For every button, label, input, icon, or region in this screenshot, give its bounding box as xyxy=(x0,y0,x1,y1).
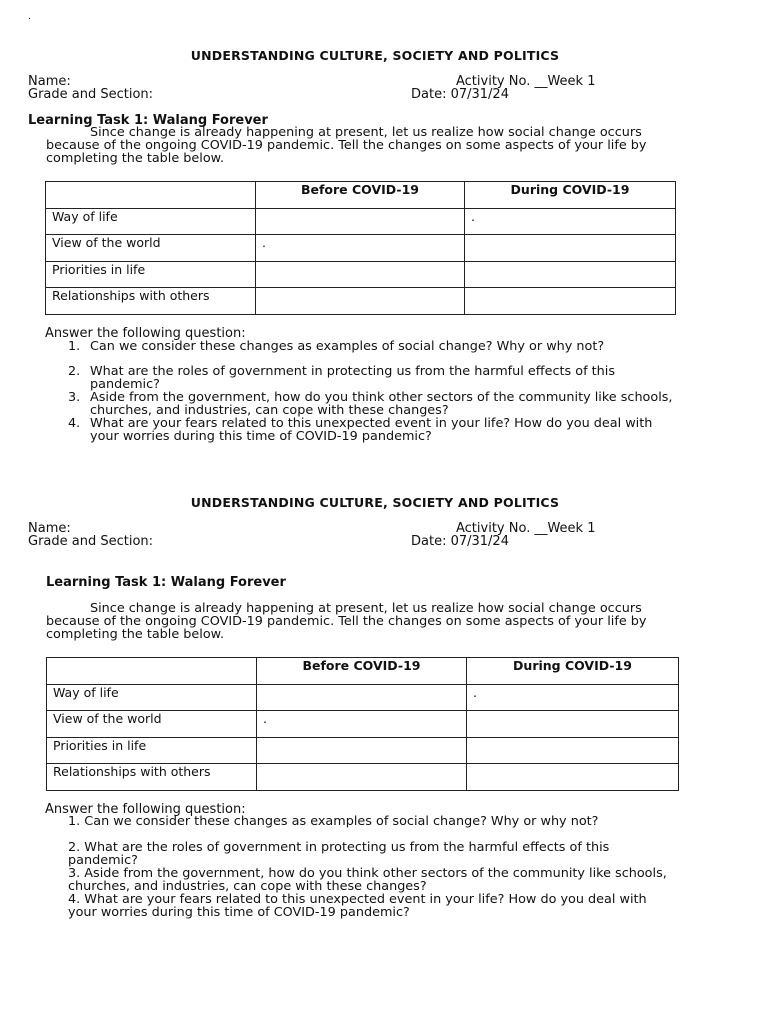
header-before-covid: Before COVID-19 xyxy=(256,182,465,209)
grade-section-label: Grade and Section: xyxy=(28,87,154,102)
during-cell[interactable] xyxy=(465,261,676,288)
intro-line-2: because of the ongoing COVID-19 pandemic. Tell the changes on some aspects of your life by xyxy=(46,614,647,629)
table-row xyxy=(46,235,676,262)
date-label: Date: 07/31/24 xyxy=(411,87,509,102)
header-before-covid: Before COVID-19 xyxy=(257,658,467,685)
before-cell[interactable] xyxy=(257,737,467,764)
during-cell[interactable] xyxy=(467,711,679,738)
question-text: Can we consider these changes as examples of social change? Why or why not? xyxy=(90,339,605,354)
intro-line-2: because of the ongoing COVID-19 pandemic. Tell the changes on some aspects of your life by xyxy=(46,138,647,153)
header-aspect xyxy=(46,182,256,209)
learning-task-title: Learning Task 1: Walang Forever xyxy=(28,113,268,128)
before-cell[interactable] xyxy=(257,764,467,791)
during-cell[interactable] xyxy=(465,288,676,315)
question-text: What are the roles of government in protecting us from the harmful effects of this xyxy=(84,840,610,855)
changes-table xyxy=(46,657,679,791)
activity-label: Activity No. __Week 1 xyxy=(456,521,596,536)
answer-prompt: Answer the following question: xyxy=(45,326,246,341)
aspect-cell: Way of life xyxy=(47,684,257,711)
question-text: What are your fears related to this unexpected event in your life? How do you deal with xyxy=(84,892,647,907)
grade-section-label: Grade and Section: xyxy=(28,534,154,549)
question-number: 1. xyxy=(68,339,81,354)
intro-line-1: Since change is already happening at present, let us realize how social change occurs xyxy=(90,601,642,616)
table-row xyxy=(46,288,676,315)
question-number: 1. xyxy=(68,814,81,829)
before-cell[interactable] xyxy=(256,261,465,288)
question-number: 4. xyxy=(68,892,81,907)
header-during-covid: During COVID-19 xyxy=(465,182,676,209)
changes-table xyxy=(45,181,676,315)
question-item xyxy=(68,815,598,828)
worksheet-title: UNDERSTANDING CULTURE, SOCIETY AND POLITICS xyxy=(190,48,560,63)
aspect-cell: Relationships with others xyxy=(47,764,257,791)
learning-task-title: Learning Task 1: Walang Forever xyxy=(46,575,286,590)
table-header-row xyxy=(46,182,676,209)
question-number: 2. xyxy=(68,840,81,855)
name-label: Name: xyxy=(28,74,71,89)
during-cell[interactable] xyxy=(467,737,679,764)
table-row xyxy=(47,764,679,791)
question-text: pandemic? xyxy=(90,377,160,392)
question-text: churches, and industries, can cope with these changes? xyxy=(90,403,449,418)
aspect-cell: View of the world xyxy=(46,235,256,262)
question-number: 3. xyxy=(68,390,81,405)
before-cell[interactable]: . xyxy=(256,235,465,262)
question-text: What are your fears related to this unexpected event in your life? How do you deal with xyxy=(90,416,653,431)
table-row xyxy=(47,711,679,738)
question-text: What are the roles of government in protecting us from the harmful effects of this xyxy=(90,364,616,379)
intro-line-1: Since change is already happening at present, let us realize how social change occurs xyxy=(90,125,642,140)
question-text: pandemic? xyxy=(68,853,138,868)
question-text: your worries during this time of COVID-19 pandemic? xyxy=(90,429,432,444)
before-cell[interactable]: . xyxy=(257,711,467,738)
question-item xyxy=(68,841,609,854)
during-cell[interactable] xyxy=(465,235,676,262)
before-cell[interactable] xyxy=(256,208,465,235)
before-cell[interactable] xyxy=(256,288,465,315)
top-mark: . xyxy=(28,12,31,22)
question-text: churches, and industries, can cope with these changes? xyxy=(68,879,427,894)
before-cell[interactable] xyxy=(257,684,467,711)
question-number: 4. xyxy=(68,416,81,431)
aspect-cell: View of the world xyxy=(47,711,257,738)
answer-prompt: Answer the following question: xyxy=(45,802,246,817)
worksheet-title: UNDERSTANDING CULTURE, SOCIETY AND POLITICS xyxy=(190,495,560,510)
intro-line-3: completing the table below. xyxy=(46,151,225,166)
activity-label: Activity No. __Week 1 xyxy=(456,74,596,89)
question-text: Can we consider these changes as examples of social change? Why or why not? xyxy=(84,814,599,829)
during-cell[interactable] xyxy=(467,764,679,791)
question-text: Aside from the government, how do you think other sectors of the community like schools, xyxy=(84,866,667,881)
during-cell[interactable]: . xyxy=(467,684,679,711)
intro-line-3: completing the table below. xyxy=(46,627,225,642)
header-during-covid: During COVID-19 xyxy=(467,658,679,685)
question-text: your worries during this time of COVID-19 pandemic? xyxy=(68,905,410,920)
aspect-cell: Relationships with others xyxy=(46,288,256,315)
question-text: Aside from the government, how do you think other sectors of the community like schools, xyxy=(90,390,673,405)
table-row xyxy=(47,737,679,764)
question-number: 2. xyxy=(68,364,81,379)
question-number: 3. xyxy=(68,866,81,881)
table-row xyxy=(46,261,676,288)
name-label: Name: xyxy=(28,521,71,536)
header-aspect xyxy=(47,658,257,685)
aspect-cell: Priorities in life xyxy=(47,737,257,764)
table-header-row xyxy=(47,658,679,685)
table-row xyxy=(47,684,679,711)
during-cell[interactable]: . xyxy=(465,208,676,235)
date-label: Date: 07/31/24 xyxy=(411,534,509,549)
table-row xyxy=(46,208,676,235)
aspect-cell: Priorities in life xyxy=(46,261,256,288)
aspect-cell: Way of life xyxy=(46,208,256,235)
